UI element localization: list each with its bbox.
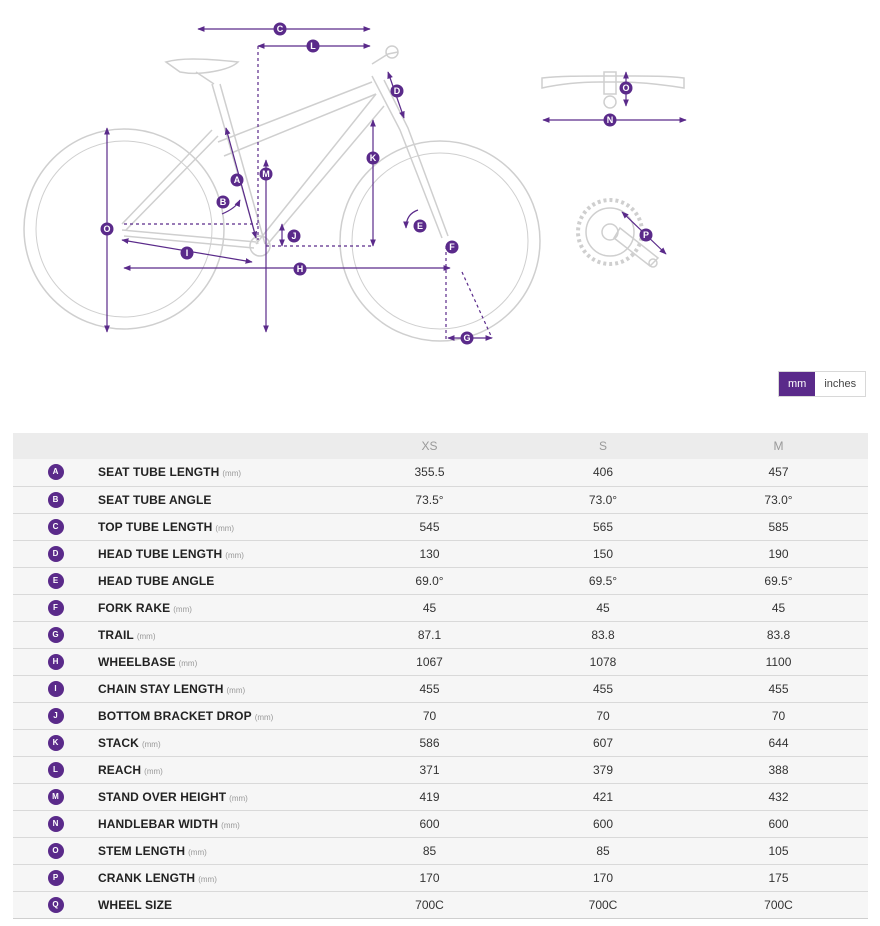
row-badge-cell bbox=[13, 594, 98, 621]
table-row bbox=[13, 810, 868, 837]
value-xs: 130 bbox=[342, 540, 517, 567]
row-name-cell bbox=[98, 567, 342, 594]
row-name-cell bbox=[98, 621, 342, 648]
value-xs: 69.0° bbox=[342, 567, 517, 594]
marker-e bbox=[414, 220, 427, 233]
value-xs: 85 bbox=[342, 837, 517, 864]
value-m: 457 bbox=[689, 459, 868, 486]
rear-wheel-icon bbox=[24, 129, 224, 329]
value-m: 700C bbox=[689, 891, 868, 918]
row-key-badge: N bbox=[48, 816, 64, 832]
value-m: 432 bbox=[689, 783, 868, 810]
row-badge-cell bbox=[13, 729, 98, 756]
table-row bbox=[13, 891, 868, 918]
measurement-name: BOTTOM BRACKET DROP bbox=[98, 708, 252, 723]
value-s: 85 bbox=[517, 837, 689, 864]
svg-text:M: M bbox=[262, 169, 270, 179]
row-badge-cell bbox=[13, 702, 98, 729]
measurement-name: FORK RAKE bbox=[98, 600, 171, 615]
row-name-cell bbox=[98, 702, 342, 729]
value-m: 1100 bbox=[689, 648, 868, 675]
row-name-cell bbox=[98, 648, 342, 675]
value-s: 83.8 bbox=[517, 621, 689, 648]
unit-toggle bbox=[778, 371, 866, 397]
row-key-badge: L bbox=[48, 762, 64, 778]
table-row bbox=[13, 864, 868, 891]
measurement-unit: (mm) bbox=[229, 793, 248, 803]
row-badge-cell bbox=[13, 810, 98, 837]
value-s: 170 bbox=[517, 864, 689, 891]
row-badge-cell bbox=[13, 891, 98, 918]
value-s: 600 bbox=[517, 810, 689, 837]
table-row bbox=[13, 675, 868, 702]
dimension-lines bbox=[107, 29, 492, 340]
table-row bbox=[13, 513, 868, 540]
value-xs: 73.5° bbox=[342, 486, 517, 513]
row-badge-cell bbox=[13, 648, 98, 675]
table-row bbox=[13, 783, 868, 810]
measurement-name: STEM LENGTH bbox=[98, 843, 186, 858]
table-row bbox=[13, 594, 868, 621]
svg-text:D: D bbox=[393, 86, 401, 96]
measurement-unit: (mm) bbox=[136, 631, 156, 641]
value-s: 565 bbox=[517, 513, 689, 540]
value-xs: 545 bbox=[342, 513, 517, 540]
measurement-name: WHEEL SIZE bbox=[98, 897, 173, 912]
measurement-unit: (mm) bbox=[141, 739, 161, 749]
marker-f bbox=[446, 241, 459, 254]
measurement-unit: (mm) bbox=[222, 469, 242, 479]
marker-c bbox=[274, 23, 287, 36]
row-badge-cell bbox=[13, 675, 98, 702]
row-badge-cell bbox=[13, 513, 98, 540]
row-badge-cell bbox=[13, 864, 98, 891]
row-badge-cell bbox=[13, 837, 98, 864]
marker-k bbox=[367, 152, 380, 165]
value-s: 421 bbox=[517, 783, 689, 810]
svg-text:P: P bbox=[642, 230, 650, 240]
svg-text:A: A bbox=[233, 175, 241, 185]
value-m: 105 bbox=[689, 837, 868, 864]
value-m: 70 bbox=[689, 702, 868, 729]
header-badge-col bbox=[13, 433, 98, 459]
row-name-cell bbox=[98, 594, 342, 621]
svg-text:I: I bbox=[185, 248, 189, 258]
header-name-col bbox=[98, 433, 342, 459]
measurement-unit: (mm) bbox=[198, 874, 217, 884]
value-m: 600 bbox=[689, 810, 868, 837]
marker-j bbox=[288, 230, 301, 243]
svg-text:H: H bbox=[296, 264, 304, 274]
measurement-name: HEAD TUBE LENGTH bbox=[98, 546, 223, 561]
table-row bbox=[13, 540, 868, 567]
value-s: 70 bbox=[517, 702, 689, 729]
value-m: 175 bbox=[689, 864, 868, 891]
measurement-unit: (mm) bbox=[215, 523, 235, 533]
measurement-unit: (mm) bbox=[188, 847, 207, 857]
measurement-unit: (mm) bbox=[221, 820, 240, 830]
measurement-name: TRAIL bbox=[98, 627, 134, 642]
table-header-row bbox=[13, 433, 868, 459]
measurement-unit: (mm) bbox=[173, 604, 192, 614]
row-badge-cell bbox=[13, 459, 98, 486]
marker-g bbox=[461, 332, 474, 345]
table-row bbox=[13, 702, 868, 729]
value-s: 1078 bbox=[517, 648, 689, 675]
header-size-s: S bbox=[598, 439, 607, 453]
value-m: 388 bbox=[689, 756, 868, 783]
value-xs: 586 bbox=[342, 729, 517, 756]
value-m: 455 bbox=[689, 675, 868, 702]
row-name-cell bbox=[98, 756, 342, 783]
unit-mm-button[interactable]: mm bbox=[779, 372, 815, 396]
value-xs: 371 bbox=[342, 756, 517, 783]
measurement-unit: (mm) bbox=[178, 658, 198, 668]
row-name-cell bbox=[98, 837, 342, 864]
row-key-badge: F bbox=[48, 600, 64, 616]
table-row bbox=[13, 648, 868, 675]
unit-inches-button[interactable]: inches bbox=[815, 372, 865, 396]
measurement-name: STAND OVER HEIGHT bbox=[98, 789, 227, 804]
row-badge-cell bbox=[13, 540, 98, 567]
measurement-name: SEAT TUBE LENGTH bbox=[98, 465, 220, 480]
row-name-cell bbox=[98, 891, 342, 918]
value-s: 607 bbox=[517, 729, 689, 756]
table-row bbox=[13, 486, 868, 513]
bike-geometry-diagram bbox=[0, 0, 880, 370]
value-xs: 1067 bbox=[342, 648, 517, 675]
svg-text:E: E bbox=[416, 221, 424, 231]
row-badge-cell bbox=[13, 567, 98, 594]
table-row bbox=[13, 837, 868, 864]
svg-text:F: F bbox=[449, 242, 455, 252]
measurement-name: WHEELBASE bbox=[98, 654, 176, 669]
row-key-badge: E bbox=[48, 573, 64, 589]
value-s: 150 bbox=[517, 540, 689, 567]
svg-text:K: K bbox=[369, 153, 377, 163]
bike-frame-illustration bbox=[24, 46, 540, 341]
value-s: 73.0° bbox=[517, 486, 689, 513]
svg-text:O: O bbox=[103, 224, 111, 234]
row-badge-cell bbox=[13, 756, 98, 783]
value-xs: 700C bbox=[342, 891, 517, 918]
row-key-badge: P bbox=[48, 870, 64, 886]
value-xs: 170 bbox=[342, 864, 517, 891]
measurement-name: REACH bbox=[98, 762, 142, 777]
svg-text:G: G bbox=[463, 333, 471, 343]
row-name-cell bbox=[98, 729, 342, 756]
table-row bbox=[13, 459, 868, 486]
value-m: 644 bbox=[689, 729, 868, 756]
measurement-unit: (mm) bbox=[225, 550, 244, 560]
measurement-name: CHAIN STAY LENGTH bbox=[98, 681, 224, 696]
value-m: 73.0° bbox=[689, 486, 868, 513]
marker-n bbox=[604, 114, 617, 127]
table-row bbox=[13, 567, 868, 594]
row-key-badge: D bbox=[48, 546, 64, 562]
table-row bbox=[13, 756, 868, 783]
value-m: 190 bbox=[689, 540, 868, 567]
value-xs: 455 bbox=[342, 675, 517, 702]
row-name-cell bbox=[98, 783, 342, 810]
value-s: 406 bbox=[517, 459, 689, 486]
row-key-badge: O bbox=[48, 843, 64, 859]
measurement-name: HANDLEBAR WIDTH bbox=[98, 816, 219, 831]
row-key-badge: K bbox=[48, 735, 64, 751]
value-xs: 355.5 bbox=[342, 459, 517, 486]
row-badge-cell bbox=[13, 783, 98, 810]
marker-l bbox=[307, 40, 320, 53]
handlebar-icon bbox=[542, 72, 686, 120]
value-m: 69.5° bbox=[689, 567, 868, 594]
value-s: 455 bbox=[517, 675, 689, 702]
crankset-icon bbox=[578, 200, 666, 267]
measurement-name: HEAD TUBE ANGLE bbox=[98, 573, 215, 588]
svg-text:N: N bbox=[606, 115, 614, 125]
front-wheel-icon bbox=[340, 141, 540, 341]
svg-text:B: B bbox=[219, 197, 227, 207]
value-s: 379 bbox=[517, 756, 689, 783]
diagram-labels bbox=[101, 23, 653, 345]
row-name-cell bbox=[98, 864, 342, 891]
measurement-unit: (mm) bbox=[254, 712, 274, 722]
measurement-unit: (mm) bbox=[144, 766, 163, 776]
measurement-name: STACK bbox=[98, 735, 139, 750]
row-key-badge: H bbox=[48, 654, 64, 670]
row-badge-cell bbox=[13, 621, 98, 648]
marker-i bbox=[181, 247, 194, 260]
value-xs: 45 bbox=[342, 594, 517, 621]
svg-text:C: C bbox=[276, 24, 284, 34]
svg-text:J: J bbox=[291, 231, 297, 241]
row-name-cell bbox=[98, 513, 342, 540]
row-key-badge: M bbox=[48, 789, 64, 805]
marker-d bbox=[391, 85, 404, 98]
value-m: 45 bbox=[689, 594, 868, 621]
row-key-badge: Q bbox=[48, 897, 64, 913]
marker-b bbox=[217, 196, 230, 209]
row-name-cell bbox=[98, 675, 342, 702]
value-xs: 600 bbox=[342, 810, 517, 837]
row-name-cell bbox=[98, 810, 342, 837]
row-key-badge: J bbox=[48, 708, 64, 724]
row-badge-cell bbox=[13, 486, 98, 513]
marker-a bbox=[231, 174, 244, 187]
row-key-badge: C bbox=[48, 519, 64, 535]
measurement-name: TOP TUBE LENGTH bbox=[98, 519, 213, 534]
header-size-m: M bbox=[773, 439, 784, 453]
table-row bbox=[13, 729, 868, 756]
measurement-unit: (mm) bbox=[226, 685, 246, 695]
value-s: 69.5° bbox=[517, 567, 689, 594]
row-key-badge: A bbox=[48, 464, 64, 480]
row-key-badge: I bbox=[48, 681, 64, 697]
geometry-table bbox=[13, 433, 868, 919]
marker-m bbox=[260, 168, 273, 181]
svg-text:O: O bbox=[622, 83, 630, 93]
value-xs: 87.1 bbox=[342, 621, 517, 648]
marker-p bbox=[640, 229, 653, 242]
row-key-badge: B bbox=[48, 492, 64, 508]
value-m: 585 bbox=[689, 513, 868, 540]
measurement-name: SEAT TUBE ANGLE bbox=[98, 492, 212, 507]
table-row bbox=[13, 621, 868, 648]
measurement-name: CRANK LENGTH bbox=[98, 870, 196, 885]
row-key-badge: G bbox=[48, 627, 64, 643]
svg-text:L: L bbox=[310, 41, 316, 51]
row-name-cell bbox=[98, 459, 342, 486]
header-size-xs: XS bbox=[421, 439, 438, 453]
marker-o-wheel bbox=[101, 223, 114, 236]
value-s: 45 bbox=[517, 594, 689, 621]
row-name-cell bbox=[98, 540, 342, 567]
marker-o-stem bbox=[620, 82, 633, 95]
value-xs: 419 bbox=[342, 783, 517, 810]
value-m: 83.8 bbox=[689, 621, 868, 648]
marker-h bbox=[294, 263, 307, 276]
value-s: 700C bbox=[517, 891, 689, 918]
value-xs: 70 bbox=[342, 702, 517, 729]
row-name-cell bbox=[98, 486, 342, 513]
